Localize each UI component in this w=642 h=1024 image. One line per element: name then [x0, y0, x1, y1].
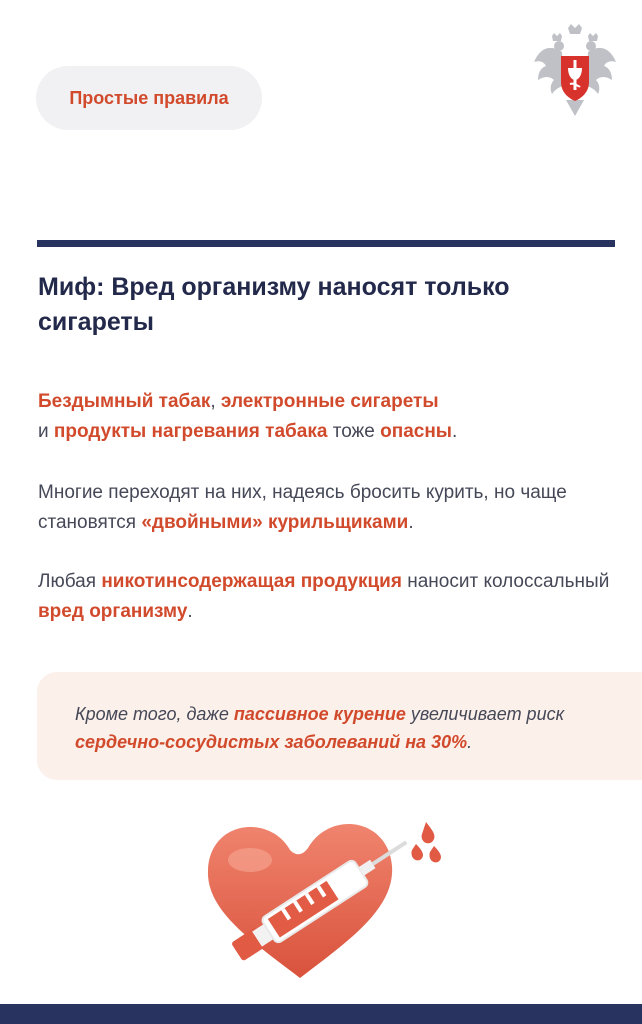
note-text: [75, 700, 635, 756]
text-fragment: Любая: [38, 571, 102, 592]
text-fragment: ,: [210, 391, 221, 412]
bottom-bar: [0, 1004, 642, 1024]
heart-with-syringe-icon: [180, 800, 470, 990]
highlight-dual-smokers: «двойными» курильщиками: [141, 512, 409, 533]
highlight-dangerous: опасны: [380, 421, 453, 442]
text-fragment: тоже: [327, 421, 381, 442]
myth-title: Миф: Вред организму наносят только сигареты: [38, 273, 510, 336]
highlight-nicotine-products: никотинсодержащая продукция: [101, 571, 402, 592]
paragraph-dual-smokers: [38, 478, 618, 538]
section-divider: [37, 240, 615, 247]
highlight-cardiovascular-risk: сердечно-сосудистых заболеваний на 30%: [75, 732, 468, 752]
text-fragment: Многие переходят на них, надеясь бросить курить, но чаще становятся: [38, 482, 567, 533]
text-fragment: увеличивает риск: [405, 704, 565, 724]
text-fragment: .: [452, 421, 458, 442]
category-tag[interactable]: [36, 66, 262, 130]
text-fragment: .: [187, 601, 193, 622]
passive-smoking-note: [37, 672, 642, 780]
category-tag-label: Простые правила: [69, 87, 229, 108]
highlight-body-harm: вред организму: [38, 601, 188, 622]
text-fragment: .: [467, 732, 473, 752]
highlight-e-cigarettes: электронные сигареты: [220, 391, 439, 412]
highlight-smokeless-tobacco: Бездымный табак: [38, 391, 211, 412]
text-fragment: и: [38, 421, 54, 442]
text-fragment: наносит колоссальный: [401, 571, 610, 592]
highlight-passive-smoking: пассивное курение: [233, 704, 406, 724]
paragraph-tobacco-products: [38, 387, 618, 447]
highlight-heated-tobacco: продукты нагревания табака: [53, 421, 328, 442]
paragraph-nicotine-harm: [38, 567, 618, 627]
text-fragment: .: [408, 512, 414, 533]
double-headed-eagle-emblem-icon: [532, 22, 618, 118]
text-fragment: Кроме того, даже: [75, 704, 234, 724]
